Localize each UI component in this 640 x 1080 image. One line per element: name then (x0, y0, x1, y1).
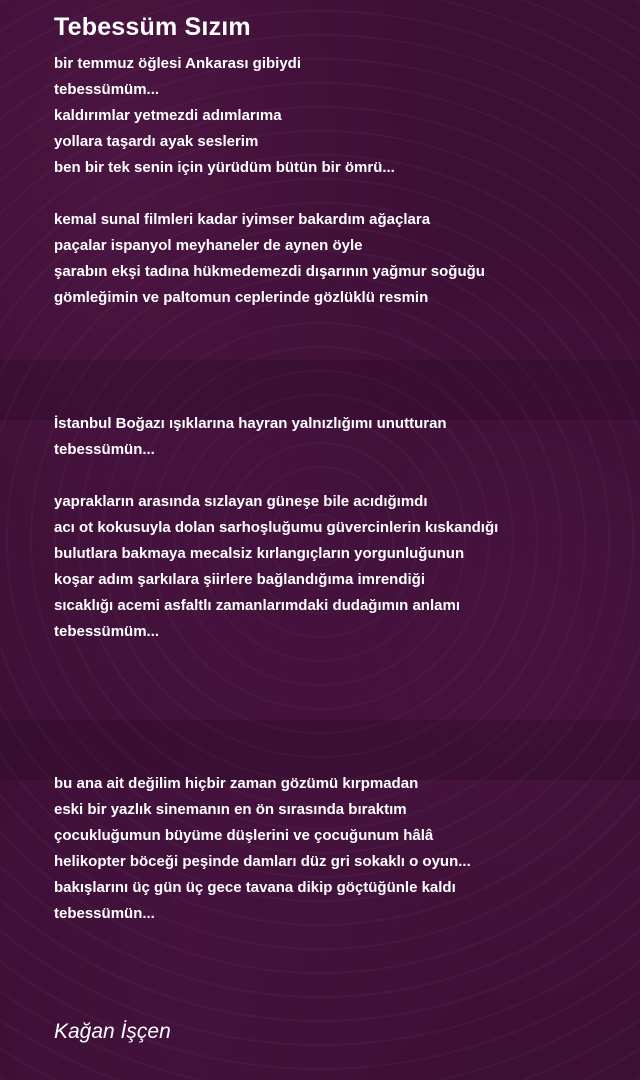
poem-stanza-5 (54, 771, 471, 927)
poem-line: helikopter böceği peşinde damları düz gri sokaklı o oyun... (54, 853, 471, 870)
poem-stanza-2 (54, 207, 485, 311)
poem-line: bir temmuz öğlesi Ankarası gibiydi (54, 55, 302, 72)
poem-line: İstanbul Boğazı ışıklarına hayran yalnızlığımı unutturan (54, 415, 447, 432)
poem-line: koşar adım şarkılara şiirlere bağlandığıma imrendiği (54, 571, 425, 588)
poem-author: Kağan İşçen (54, 1020, 171, 1043)
poem-line: yaprakların arasında sızlayan güneşe bile acıdığımdı (54, 493, 428, 510)
poem-line: bakışlarını üç gün üç gece tavana dikip göçtüğünle kaldı (54, 879, 456, 896)
poem-line: tebessümün... (54, 441, 155, 458)
poem-line: gömleğimin ve paltomun ceplerinde gözlüklü resmin (54, 289, 429, 306)
poem-line: yollara taşardı ayak seslerim (54, 133, 259, 150)
poem-line: kaldırımlar yetmezdi adımlarıma (54, 107, 282, 124)
poem-line: tebessümüm... (54, 623, 160, 640)
poem-line: ben bir tek senin için yürüdüm bütün bir ömrü... (54, 159, 395, 176)
poem-line: çocukluğumun büyüme düşlerini ve çocuğunum hâlâ (54, 827, 434, 844)
poem-line: bu ana ait değilim hiçbir zaman gözümü kırpmadan (54, 775, 419, 792)
poem-line: acı ot kokusuyla dolan sarhoşluğumu güvercinlerin kıskandığı (54, 519, 499, 536)
poem-stanza-3 (54, 411, 447, 463)
poem-line: şarabın ekşi tadına hükmedemezdi dışarının yağmur soğuğu (54, 263, 485, 280)
poem-line: paçalar ispanyol meyhaneler de aynen öyle (54, 237, 363, 254)
poem-stanza-4 (54, 489, 498, 645)
poem-line: tebessümün... (54, 905, 155, 922)
poem-title: Tebessüm Sızım (54, 13, 251, 41)
poem-line: tebessümüm... (54, 81, 160, 98)
poem-line: kemal sunal filmleri kadar iyimser bakardım ağaçlara (54, 211, 431, 228)
poem-line: bulutlara bakmaya mecalsiz kırlangıçların yorgunluğunun (54, 545, 465, 562)
poem-line: sıcaklığı acemi asfaltlı zamanlarımdaki dudağımın anlamı (54, 597, 460, 614)
poem-stanza-1 (54, 51, 395, 181)
poem-line: eski bir yazlık sinemanın en ön sırasında bıraktım (54, 801, 407, 818)
